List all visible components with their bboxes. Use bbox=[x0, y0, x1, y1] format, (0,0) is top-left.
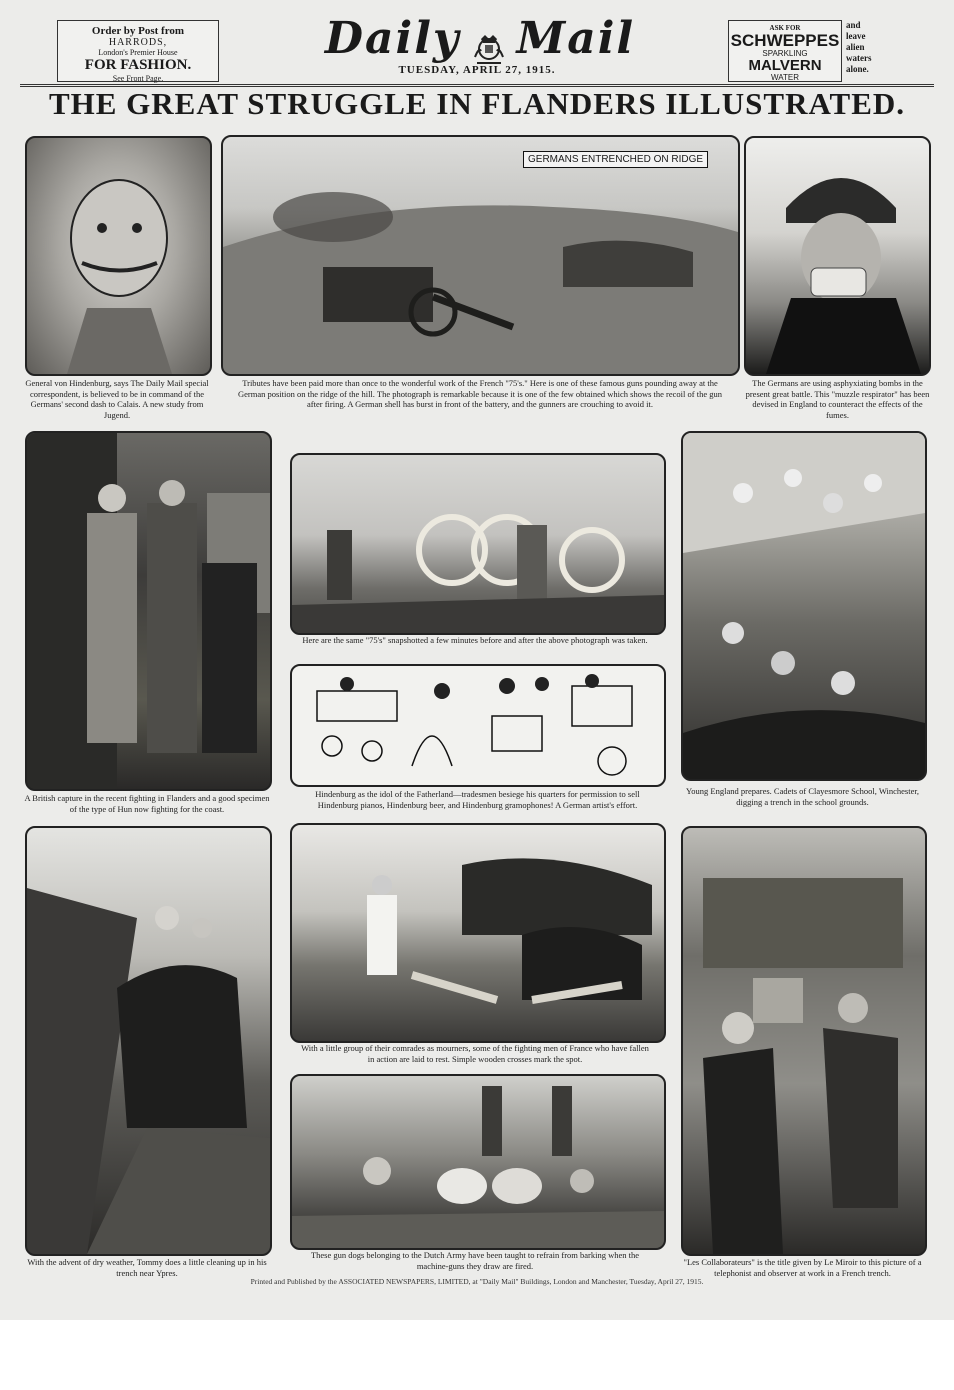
cadets-caption: Young England prepares. Cadets of Clayesmore School, Winchester, digging a trench in the school grounds. bbox=[686, 786, 919, 807]
ad-line: SCHWEPPES bbox=[730, 31, 840, 50]
ad-line: See Front Page. bbox=[112, 74, 164, 83]
cadets-scene bbox=[683, 433, 925, 779]
battery-caption: Tributes have been paid more than once to the wonderful work of the French "75's." Here is one of these famous guns pounding away at the German position on the ridge of the hill. The photograph is remarkable because it is one of the few obtained which shows the recoil of the gun after firing. A German shell has burst in front of the battery, and the gunners are crouching to avoid it. bbox=[238, 378, 722, 409]
telephonist-caption: "Les Collaborateurs" is the title given by Le Miroir to this picture of a telephonist and observer at work in a French trench. bbox=[683, 1257, 922, 1278]
burial-scene bbox=[292, 825, 664, 1041]
ad-line: Order by Post from bbox=[91, 25, 185, 37]
battery-scene bbox=[223, 137, 738, 374]
trench-caption: With the advent of dry weather, Tommy does a little cleaning up in his trench near Ypres. bbox=[27, 1257, 267, 1278]
royal-crest-icon bbox=[471, 31, 507, 67]
capture-scene bbox=[27, 433, 270, 789]
ridge-label: GERMANS ENTRENCHED ON RIDGE bbox=[523, 151, 708, 168]
hindenburg-caption: General von Hindenburg, says The Daily Mail special correspondent, is believed to be in command of the Germans' second dash to Calais. A new study from Jugend. bbox=[25, 378, 209, 420]
headline: THE GREAT STRUGGLE IN FLANDERS ILLUSTRATED. bbox=[48, 86, 906, 121]
dogs-scene bbox=[292, 1076, 664, 1248]
note-line: alien bbox=[846, 42, 865, 52]
ad-line: WATER bbox=[771, 73, 799, 82]
portrait-sketch bbox=[27, 138, 210, 374]
ad-line: MALVERN bbox=[748, 57, 822, 74]
burial-photo bbox=[290, 823, 666, 1043]
trench-scene bbox=[27, 828, 270, 1254]
ad-line: HARRODS, bbox=[108, 37, 168, 48]
note-line: and bbox=[846, 20, 861, 30]
guns75-photo bbox=[290, 453, 666, 635]
respirator-scene bbox=[746, 138, 929, 374]
ad-line: FOR FASHION. bbox=[84, 57, 192, 73]
masthead-right-word: Mail bbox=[516, 13, 636, 64]
ad-line: SPARKLING bbox=[762, 49, 808, 58]
cartoon-scene bbox=[292, 666, 664, 785]
respirator-photo bbox=[744, 136, 931, 376]
dogs-photo bbox=[290, 1074, 666, 1250]
guns75-scene bbox=[292, 455, 664, 633]
cartoon-caption: Hindenburg as the idol of the Fatherland—tradesmen besiege his quarters for permission to sell Hindenburg pianos, Hindenburg beer, and Hindenburg gramophones! A German artist's effort. bbox=[315, 789, 640, 810]
cartoon-illustration bbox=[290, 664, 666, 787]
dateline: TUESDAY, APRIL 27, 1915. bbox=[398, 64, 556, 76]
bottom-margin bbox=[0, 1320, 954, 1390]
note-line: alone. bbox=[846, 64, 869, 74]
masthead bbox=[290, 15, 670, 67]
capture-caption: A British capture in the recent fighting in Flanders and a good specimen of the type of Hun now fighting for the coast. bbox=[24, 793, 270, 814]
ad-line: London's Premier House bbox=[98, 48, 178, 57]
ad-line: ASK FOR bbox=[769, 24, 801, 32]
divider bbox=[20, 84, 934, 85]
telephonist-scene bbox=[683, 828, 925, 1254]
telephonist-photo bbox=[681, 826, 927, 1256]
note-line: waters bbox=[846, 53, 872, 63]
masthead-left-word: Daily bbox=[324, 13, 461, 64]
dogs-caption: These gun dogs belonging to the Dutch Army have been taught to refrain from barking when the machine-guns they draw are fired. bbox=[310, 1250, 640, 1271]
footer-imprint: Printed and Published by the ASSOCIATED NEWSPAPERS, LIMITED, at "Daily Mail" Buildings, London and Manchester, Tuesday, April 27, 1915. bbox=[250, 1277, 704, 1286]
guns75-caption: Here are the same "75's" snapshotted a few minutes before and after the above photograph was taken. bbox=[302, 635, 648, 645]
cadets-photo bbox=[681, 431, 927, 781]
note-line: leave bbox=[846, 31, 866, 41]
trench-photo bbox=[25, 826, 272, 1256]
burial-caption: With a little group of their comrades as mourners, some of the fighting men of France who have fallen in action are laid to rest. Simple wooden crosses mark the spot. bbox=[301, 1043, 649, 1064]
battery-photo bbox=[221, 135, 740, 376]
capture-photo bbox=[25, 431, 272, 791]
respirator-caption: The Germans are using asphyxiating bombs in the present great battle. This "muzzle respirator" has been devised in England to counteract the effects of the fumes. bbox=[745, 378, 930, 420]
hindenburg-portrait bbox=[25, 136, 212, 376]
